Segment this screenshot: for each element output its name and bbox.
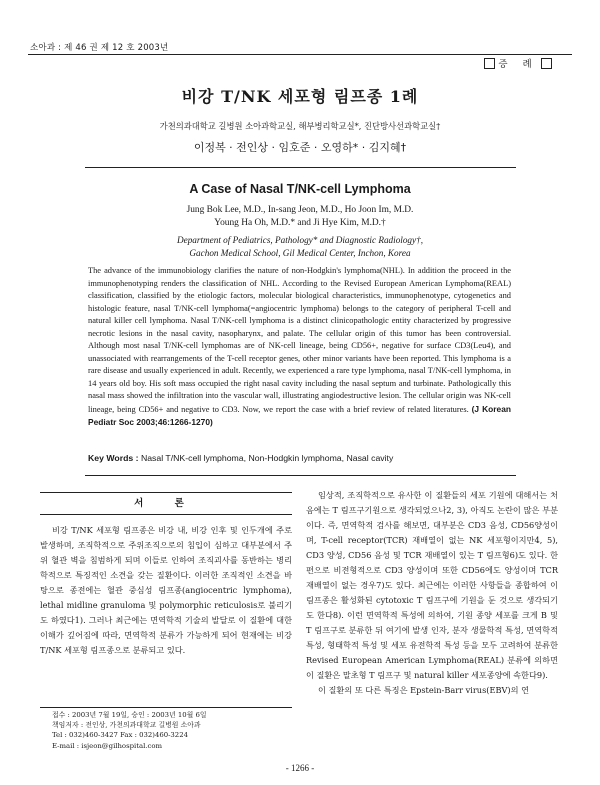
section-heading: 서 론 — [40, 492, 292, 515]
keywords-label: Key Words : — [88, 453, 139, 463]
intro-paragraph-right-2: 이 질환의 또 다른 특징은 Epstein-Barr virus(EBV)의 연 — [318, 685, 529, 695]
square-icon — [541, 58, 552, 69]
english-affiliation-line1: Department of Pediatrics, Pathology* and Diagnostic Radiology†, — [177, 235, 423, 245]
journal-header: 소아과 : 제 46 권 제 12 호 2003년 — [30, 43, 169, 53]
english-title: A Case of Nasal T/NK-cell Lymphoma — [189, 182, 411, 196]
korean-authors: 이정복 · 전인상 · 임호준 · 오영하* · 김지혜† — [193, 141, 407, 154]
left-column — [40, 492, 292, 658]
english-affiliation-line2: Gachon Medical School, Gil Medical Center, Inchon, Korea — [189, 248, 411, 258]
keywords-text: Nasal T/NK-cell lymphoma, Non-Hodgkin lymphoma, Nasal cavity — [140, 453, 394, 463]
intro-paragraph-right-1: 임상적, 조직학적으로 유사한 이 질환들의 세포 기원에 대해서는 처음에는 T 림프구기원으로 생각되었으나2, 3), 아직도 논란이 많은 부분이다. 즉, 면역학적 검사를 해보면, 대부분은 CD3 음성, CD56양성이며, T-cell receptor(TCR) 재배열이 없는 NK 세포형이지만4, 5), CD3 양성, CD56 음성 및 TCR 재배열이 있는 T 림프형6)도 있다. 한편으로 비전형적으로 CD3 양성이며 또한 CD56에도 양성이며 TCR 재배열이 없는 경우7)도 있다. 최근에는 이러한 사항들을 종합하여 이 림프종은 활성화된 cytotoxic T 림프구에 기원을 둔 것으로 생각되기도 한다8). 이런 면역학적 특성에 의하여, 기원 종양 세포를 크게 B 및 T 림프구로 분류한 뒤 여기에 발생 인자, 분자 생물학적 특성, 면역학적 특성, 형태학적 특성 및 세포 유전학적 특성 등을 모두 고려하여 분류한 Revised European American Lymphoma(REAL) 분류에 의하면 이 질환은 말초형 T 림프구 및 natural killer 세포종양에 속한다9). — [306, 490, 558, 680]
keywords — [88, 453, 511, 463]
english-affiliation — [0, 234, 600, 260]
abstract-text — [88, 265, 511, 430]
intro-paragraph-left: 비강 T/NK 세포형 림프종은 비강 내, 비강 인후 및 인두개에 주로 발생하며, 조직학적으로 주위조직으로의 침입이 심하고 대부분에서 주위 혈관 벽을 침범하게 되며 이들로 인하여 조직괴사를 동반하는 병리학적으로 특징적인 소견을 갖는 질환이다. 이러한 조직적인 소견을 바탕으로 종전에는 혈관 중심성 림프종(angiocentric lymphoma), lethal midline granuloma 및 polymorphic reticulosis로 불리기도 하였다1). 그러나 최근에는 면역학적 기술의 발달로 이 질환에 대한 이해가 깊어짐에 따라, 면역학적 분류가 가능하게 되어 현재에는 비강 T/NK 세포형 림프종으로 분류되고 있다. — [40, 525, 292, 655]
citation: (J Korean Pediatr Soc 2003;46:1266-1270) — [88, 403, 511, 427]
square-icon — [484, 58, 495, 69]
page-number: - 1266 - — [285, 763, 315, 773]
right-column — [306, 488, 558, 698]
english-authors-line2: Young Ha Oh, M.D.* and Ji Hye Kim, M.D.† — [214, 218, 386, 228]
footnote-received: 접수 : 2003년 7월 19일, 승인 : 2003년 10월 6일 — [52, 711, 207, 719]
header-rule — [28, 54, 572, 55]
english-authors — [0, 204, 600, 230]
footnote-corresponding: 책임저자 : 전인상, 가천의과대학교 길병원 소아과 — [52, 721, 201, 730]
english-authors-line1: Jung Bok Lee, M.D., In-sang Jeon, M.D., Ho Joon Im, M.D. — [186, 205, 414, 215]
korean-title: 비강 T/NK 세포형 림프종 1례 — [181, 87, 419, 106]
korean-affiliation: 가천의과대학교 길병원 소아과학교실, 해부병리학교실*, 진단방사선과학교실† — [159, 121, 441, 131]
section-label: 증 례 — [498, 59, 538, 70]
footnote-phone: Tel : 032)460-3427 Fax : 032)460-3224 — [52, 731, 188, 740]
footnote-email: E-mail : isjeon@gilhospital.com — [52, 741, 163, 750]
section-label-box — [466, 56, 570, 70]
footnote — [40, 707, 292, 751]
abstract-body: The advance of the immunobiology clarifies the nature of non-Hodgkin's lymphoma(NHL). In addition the proceed in the immunophenotyping renders the classification of NHL. According to the Revised European American Lymphoma(REAL) classification, classified by the etiologic factors, molecular biological characteristics, immunophenotype, cytogenetics and histologic feature, nasal T/NK-cell lymphoma(=angiocentric lymphoma) belongs to the category of peripheral T-cell and natural killer cell lymphoma. Nasal T/NK-cell lymphoma is a distinct clinicopathologic entity characterized by progressive necrotic lesions in the nasal cavity, nasopharynx, and palate. The cellular origin of this tumor has been controversial. Although most nasal T/NK-cell lymphomas are of NK-cell lineage, being CD56+, negative for surface CD3(Leu4), and unassociated with rearrangements of the T-cell receptor genes, other minor variants have been reported. This lymphoma is a rare disease and usually experienced in adult. Recently, we experienced a rare type lymphoma, nasal T/NK-cell lymphoma, in 14 years old boy. His soft mass occupied the right nasal cavity including the nasal septum and turbinate. Pathologically this nasal mass showed the infiltration into the vascular wall, illustrating angiodestructive lesion. The cellular origin was NK-cell lineage, being CD56+ and negative to CD3. Now, we report the case with a brief review of related literatures. — [88, 266, 511, 414]
